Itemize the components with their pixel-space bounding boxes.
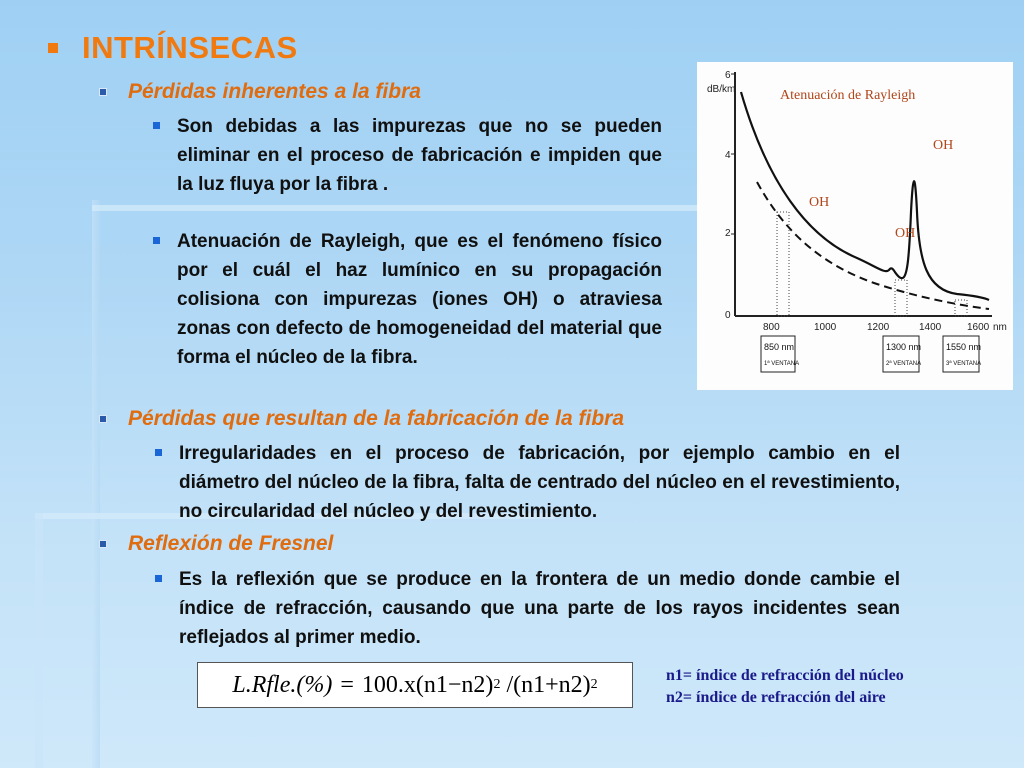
decor-bar (92, 205, 732, 211)
y-tick-label: 0 (725, 310, 731, 321)
section-heading-text: Pérdidas inherentes a la fibra (128, 80, 421, 103)
window-label: 2ª VENTANA (886, 361, 922, 367)
square-bullet-icon (100, 89, 106, 95)
formula-part1: 100.x(n1−n2) (361, 671, 494, 698)
y-tick-label: 6 (725, 70, 731, 81)
square-bullet-icon (153, 237, 160, 244)
formula-lhs: L.Rfle.(%) (232, 671, 333, 698)
x-tick-label: 1200 (867, 322, 890, 333)
oh-label: OH (809, 195, 830, 210)
paragraph-fresnel (179, 565, 900, 652)
fresnel-formula (197, 662, 633, 708)
oh-label: OH (933, 138, 954, 153)
chart-title: Atenuación de Rayleigh (780, 88, 916, 103)
note-n1: n1= índice de refracción del núcleo (666, 667, 904, 684)
rayleigh-attenuation-chart (697, 62, 1013, 390)
formula-exp1: 2 (493, 677, 501, 692)
square-bullet-icon (48, 43, 58, 53)
y-axis-label: dB/km (707, 84, 736, 95)
window-label: 1ª VENTANA (764, 361, 800, 367)
square-bullet-icon (155, 575, 162, 582)
paragraph-irregularities (179, 439, 900, 526)
paragraph-text: Irregularidades en el proceso de fabricación, por ejemplo cambio en el diámetro del núcleo de la fibra, falta de centrado del núcleo en el revestimiento, no circularidad del núcleo y del revestimiento. (179, 443, 900, 522)
paragraph-text: Es la reflexión que se produce en la frontera de un medio donde cambie el índice de refracción, causando que una parte de los rayos incidentes sean reflejados al primer medio. (179, 569, 900, 648)
formula-equals: = (340, 671, 354, 698)
window-wavelength: 850 nm (764, 342, 795, 352)
decor-bar (92, 200, 100, 768)
section-heading-fresnel (100, 532, 333, 556)
square-bullet-icon (100, 416, 106, 422)
square-bullet-icon (100, 541, 106, 547)
window-wavelength: 1300 nm (886, 342, 922, 352)
decor-bar (35, 513, 43, 768)
formula-exp2: 2 (590, 677, 598, 692)
x-tick-label: 1600 (967, 322, 990, 333)
y-tick-label: 2 (725, 228, 731, 239)
square-bullet-icon (153, 122, 160, 129)
slide-title: INTRÍNSECAS (82, 30, 298, 65)
paragraph-text: Son debidas a las impurezas que no se pueden eliminar en el proceso de fabricación e impiden que la luz fluya por la fibra . (177, 116, 662, 195)
chart-svg (697, 62, 1013, 390)
x-unit-label: nm (993, 322, 1007, 333)
formula-notes (666, 665, 904, 709)
paragraph-text: Atenuación de Rayleigh, que es el fenómeno físico por el cuál el haz lumínico en su propagación colisiona con impurezas (iones OH) o atraviesa zonas con defecto de homogeneidad del material que forma el núcleo de la fibra. (177, 231, 662, 368)
section-heading-text: Reflexión de Fresnel (128, 532, 334, 555)
paragraph-rayleigh (177, 227, 662, 372)
title-row (48, 30, 298, 66)
section-heading-manufacturing (100, 407, 624, 431)
square-bullet-icon (155, 449, 162, 456)
oh-label: OH (895, 226, 916, 241)
window-wavelength: 1550 nm (946, 342, 982, 352)
y-tick-label: 4 (725, 150, 731, 161)
paragraph-impurities (177, 112, 662, 199)
x-tick-label: 1400 (919, 322, 942, 333)
note-n2: n2= índice de refracción del aire (666, 689, 886, 706)
x-tick-label: 1000 (814, 322, 837, 333)
window-label: 3ª VENTANA (946, 361, 982, 367)
section-heading-text: Pérdidas que resultan de la fabricación de la fibra (128, 407, 624, 430)
section-heading-inherent (100, 80, 421, 104)
x-tick-label: 800 (763, 322, 780, 333)
formula-part2: /(n1+n2) (506, 671, 591, 698)
